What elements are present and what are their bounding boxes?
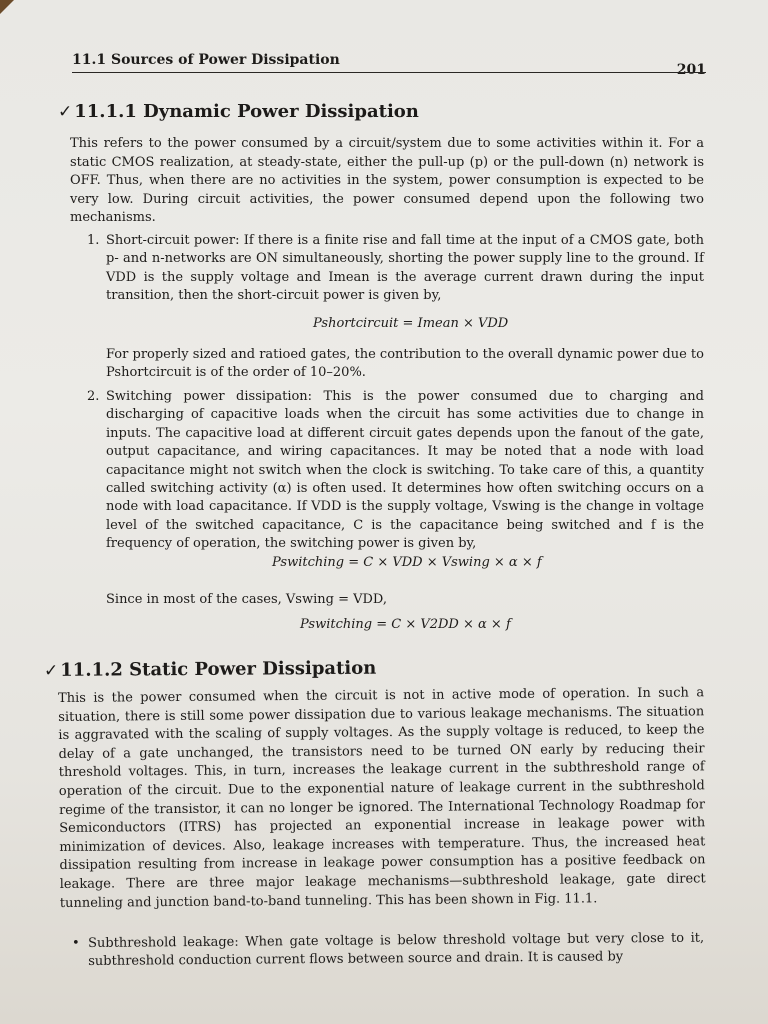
- switching-equation-simplified: Pswitching = C × V2DD × α × f: [300, 617, 511, 632]
- page-number: 201: [676, 62, 706, 78]
- vswing-equals-vdd-text: Since in most of the cases, Vswing = VDD,: [106, 592, 388, 607]
- subthreshold-leakage-text: Subthreshold leakage: When gate voltage is below threshold voltage but very close to it, subthreshold conduction current flows between source and drain. It is caused by: [88, 930, 705, 970]
- switching-equation: Pswitching = C × VDD × Vswing × α × f: [272, 555, 542, 570]
- short-circuit-contribution-text: For properly sized and ratioed gates, the contribution to the overall dynamic power due to Pshortcircuit is of the order of 10–20%.: [106, 347, 704, 381]
- running-head-title: 11.1 Sources of Power Dissipation: [72, 52, 340, 68]
- switching-power-text: Switching power dissipation: This is the power consumed due to charging and discharging of capacitive loads when the circuit has some activities due to change in inputs. The capacitive load at different circuit gates depends upon the fanout of the gate, output capacitance, and wiring capacitances. It may be noted that a node with load capacitance might not switch when the clock is switching. To take care of this, a quantity called switching activity (α) is often used. It determines how often switching occurs on a node with load capacitance. If VDD is the supply voltage, Vswing is the change in voltage level of the switched capacitance, C is the capacitance being switched and f is the frequency of operation, the switching power is given by,: [106, 389, 704, 552]
- section-heading-static-text: 11.1.2 Static Power Dissipation: [60, 657, 377, 681]
- section-heading-dynamic: [58, 101, 419, 122]
- list-item-number-2: 2.: [87, 389, 100, 404]
- section-heading-dynamic-text: 11.1.1 Dynamic Power Dissipation: [74, 101, 419, 122]
- page-corner-shadow: [0, 0, 14, 14]
- section-heading-static: [44, 658, 376, 681]
- running-head: [72, 52, 712, 80]
- static-power-paragraph: This is the power consumed when the circuit is not in active mode of operation. In such a situation, there is still some power dissipation due to various leakage mechanisms. The situation is aggravated with the scaling of supply voltages. As the supply voltage is reduced, to keep the delay of a gate unchanged, the transistors need to be turned ON early by reducing their threshold voltages. This, in turn, increases the leakage current in the subthreshold range of operation of the circuit. Due to the exponential nature of leakage current in the subthreshold regime of the transistor, it can no longer be ignored. The International Technology Roadmap for Semiconductors (ITRS) has projected an exponential increase in leakage power with minimization of devices. Also, leakage increases with temperature. Thus, the increased heat dissipation resulting from increase in leakage power consumption has a positive feedback on leakage. There are three major leakage mechanisms—subthreshold leakage, gate direct tunneling and junction band-to-band tunneling. This has been shown in Fig. 11.1.: [58, 685, 706, 911]
- header-rule: [72, 72, 706, 73]
- handwritten-tick-icon: ✓: [58, 102, 73, 122]
- list-item-number-1: 1.: [87, 233, 100, 248]
- short-circuit-equation: Pshortcircuit = Imean × VDD: [313, 316, 509, 331]
- dynamic-intro-paragraph: This refers to the power consumed by a circuit/system due to some activities within it. For a static CMOS realization, at steady-state, either the pull-up (p) or the pull-down (n) network is OFF. Thus, when there are no activities in the system, power consumption is expected to be very low. During circuit activities, the power consumed depend upon the following two mechanisms.: [70, 136, 704, 226]
- short-circuit-power-text: Short-circuit power: If there is a finite rise and fall time at the input of a CMOS gate, both p- and n-networks are ON simultaneously, shorting the power supply line to the ground. If VDD is the supply voltage and Imean is the average current drawn during the input transition, then the short-circuit power is given by,: [106, 233, 704, 304]
- handwritten-tick-icon: ✓: [43, 660, 59, 681]
- bullet-icon: •: [72, 936, 80, 951]
